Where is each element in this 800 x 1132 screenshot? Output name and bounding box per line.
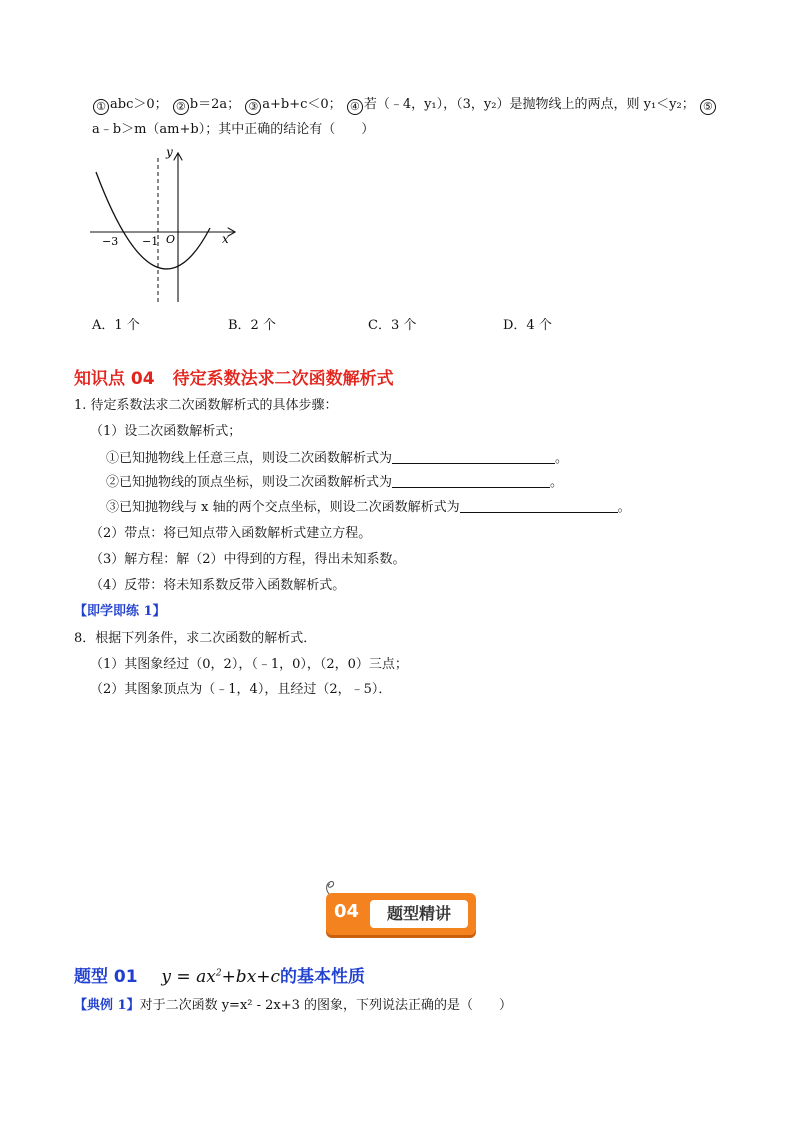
type-heading	[74, 962, 365, 987]
formula-exponent: 2	[215, 968, 222, 979]
section-badge	[326, 893, 476, 935]
problem-8-part-2: （2）其图象顶点为（﹣1，4），且经过（2，﹣5）．	[90, 682, 392, 697]
question-line-1	[92, 96, 717, 115]
period: 。	[555, 451, 569, 466]
type-suffix: 的基本性质	[280, 967, 366, 987]
steps-intro: 1. 待定系数法求二次函数解析式的具体步骤：	[74, 398, 338, 413]
section-heading	[74, 364, 394, 389]
step-1b	[106, 474, 563, 492]
type-formula: $y = ax^2+bx+c$	[161, 967, 281, 987]
answer-blank[interactable]	[460, 499, 618, 513]
parabola-curve	[96, 172, 210, 269]
type-number: 题型 01	[74, 967, 138, 987]
period: 。	[550, 475, 564, 490]
option-a: A．1 个	[92, 318, 140, 333]
practice-label: 【即学即练 1】	[74, 604, 166, 619]
circled-number: ④	[347, 99, 363, 115]
formula-ax: ax	[196, 967, 216, 987]
tick-label-minus-1: −1	[142, 235, 159, 248]
example-1	[74, 997, 512, 1015]
step-2: （2）带点：将已知点带入函数解析式建立方程。	[90, 526, 372, 541]
statement-1: abc＞0；	[110, 97, 168, 112]
section-subtitle: 待定系数法求二次函数解析式	[172, 369, 394, 389]
answer-blank[interactable]	[392, 450, 555, 464]
answer-blank[interactable]	[392, 474, 550, 488]
statement-2: b＝2a；	[189, 97, 241, 112]
step-4: （4）反带：将未知系数反带入函数解析式。	[90, 578, 346, 593]
step-1b-text: ②已知抛物线的顶点坐标，则设二次函数解析式为	[106, 475, 393, 490]
option-c: C．3 个	[368, 318, 417, 333]
step-1c-text: ③已知抛物线与 x 轴的两个交点坐标，则设二次函数解析式为	[106, 500, 460, 515]
circled-number: ①	[93, 99, 109, 115]
statement-3: a+b+c＜0；	[262, 97, 342, 112]
statement-5: a﹣b＞m（am+b）；其中正确的结论有（ ）	[92, 122, 375, 137]
circled-number: ⑤	[700, 99, 716, 115]
step-1a	[106, 450, 568, 468]
statement-4: 若（﹣4，y₁），（3，y₂）是抛物线上的两点，则 y₁＜y₂；	[363, 97, 695, 112]
origin-label: O	[166, 233, 176, 246]
y-axis-label: y	[166, 145, 173, 159]
badge-number: 04	[334, 901, 360, 922]
step-1: （1）设二次函数解析式；	[90, 424, 242, 439]
x-axis-label: x	[222, 232, 229, 246]
step-3: （3）解方程：解（2）中得到的方程，得出未知系数。	[90, 552, 406, 567]
option-d: D．4 个	[503, 318, 552, 333]
circled-number: ②	[173, 99, 189, 115]
tick-label-minus-3: −3	[102, 235, 119, 248]
section-number: 知识点 04	[74, 369, 155, 389]
option-b: B．2 个	[228, 318, 276, 333]
example-label: 【典例 1】	[74, 998, 140, 1013]
step-1a-text: ①已知抛物线上任意三点，则设二次函数解析式为	[106, 451, 393, 466]
parabola-graph	[88, 144, 248, 306]
example-text: 对于二次函数 y=x² - 2x+3 的图象，下列说法正确的是（ ）	[139, 998, 513, 1013]
formula-y: y	[161, 967, 172, 987]
formula-tail: +bx+c	[221, 967, 281, 987]
badge-label: 题型精讲	[370, 900, 468, 928]
step-1c	[106, 499, 631, 517]
problem-8-part-1: （1）其图象经过（0，2），（﹣1，0），（2，0）三点；	[90, 657, 408, 672]
question-line-2	[92, 121, 374, 139]
problem-8: 8．根据下列条件，求二次函数的解析式．	[74, 631, 317, 646]
period: 。	[617, 500, 631, 515]
circled-number: ③	[245, 99, 261, 115]
